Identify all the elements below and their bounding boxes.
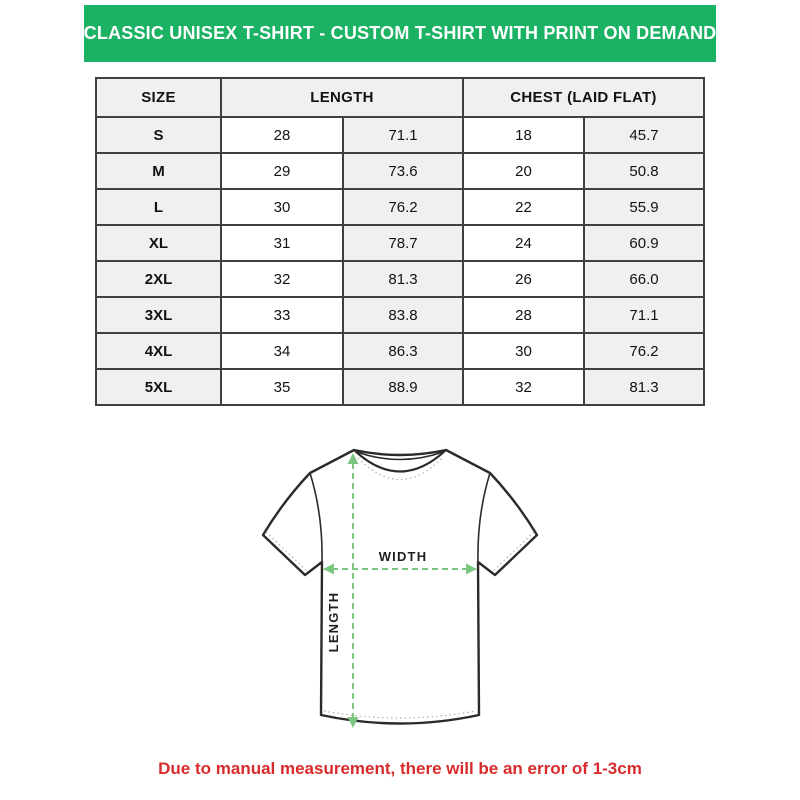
chest-inches-cell: 28 <box>463 297 584 333</box>
banner <box>84 5 716 62</box>
length-inches-cell: 30 <box>221 189 343 225</box>
size-cell: L <box>96 189 221 225</box>
table-header-row <box>96 78 704 117</box>
chest-cm-cell: 50.8 <box>584 153 704 189</box>
chest-cm-cell: 45.7 <box>584 117 704 153</box>
table-row <box>96 369 704 405</box>
column-header-size: SIZE <box>96 78 221 117</box>
tshirt-outline <box>263 450 537 724</box>
chest-inches-cell: 20 <box>463 153 584 189</box>
size-cell: XL <box>96 225 221 261</box>
size-cell: 3XL <box>96 297 221 333</box>
chest-cm-cell: 60.9 <box>584 225 704 261</box>
length-cm-cell: 76.2 <box>343 189 463 225</box>
length-cm-cell: 71.1 <box>343 117 463 153</box>
chest-cm-cell: 66.0 <box>584 261 704 297</box>
length-inches-cell: 29 <box>221 153 343 189</box>
chest-inches-cell: 18 <box>463 117 584 153</box>
length-inches-cell: 31 <box>221 225 343 261</box>
chest-cm-cell: 81.3 <box>584 369 704 405</box>
table-row <box>96 297 704 333</box>
length-cm-cell: 81.3 <box>343 261 463 297</box>
length-inches-cell: 35 <box>221 369 343 405</box>
length-cm-cell: 78.7 <box>343 225 463 261</box>
length-cm-cell: 88.9 <box>343 369 463 405</box>
length-inches-cell: 33 <box>221 297 343 333</box>
length-label: LENGTH <box>326 591 341 653</box>
length-inches-cell: 28 <box>221 117 343 153</box>
length-cm-cell: 86.3 <box>343 333 463 369</box>
chest-inches-cell: 30 <box>463 333 584 369</box>
length-inches-cell: 32 <box>221 261 343 297</box>
chest-cm-cell: 71.1 <box>584 297 704 333</box>
size-cell: 5XL <box>96 369 221 405</box>
page-title: CLASSIC UNISEX T-SHIRT - CUSTOM T-SHIRT WITH PRINT ON DEMAND <box>83 23 717 43</box>
size-cell: 2XL <box>96 261 221 297</box>
table-row <box>96 189 704 225</box>
size-cell: 4XL <box>96 333 221 369</box>
column-header-length: LENGTH <box>221 78 463 117</box>
chest-inches-cell: 26 <box>463 261 584 297</box>
length-cm-cell: 73.6 <box>343 153 463 189</box>
measurement-disclaimer: Due to manual measurement, there will be an error of 1-3cm <box>158 759 642 778</box>
size-cell: M <box>96 153 221 189</box>
width-label: WIDTH <box>378 549 428 564</box>
chest-inches-cell: 24 <box>463 225 584 261</box>
column-header-chest: CHEST (LAID FLAT) <box>463 78 704 117</box>
size-cell: S <box>96 117 221 153</box>
chest-inches-cell: 22 <box>463 189 584 225</box>
chest-cm-cell: 76.2 <box>584 333 704 369</box>
size-chart-table <box>95 77 705 406</box>
chest-inches-cell: 32 <box>463 369 584 405</box>
table-row <box>96 153 704 189</box>
chest-cm-cell: 55.9 <box>584 189 704 225</box>
length-cm-cell: 83.8 <box>343 297 463 333</box>
table-row <box>96 225 704 261</box>
table-row <box>96 117 704 153</box>
tshirt-diagram <box>250 430 550 750</box>
table-row <box>96 333 704 369</box>
table-row <box>96 261 704 297</box>
length-inches-cell: 34 <box>221 333 343 369</box>
